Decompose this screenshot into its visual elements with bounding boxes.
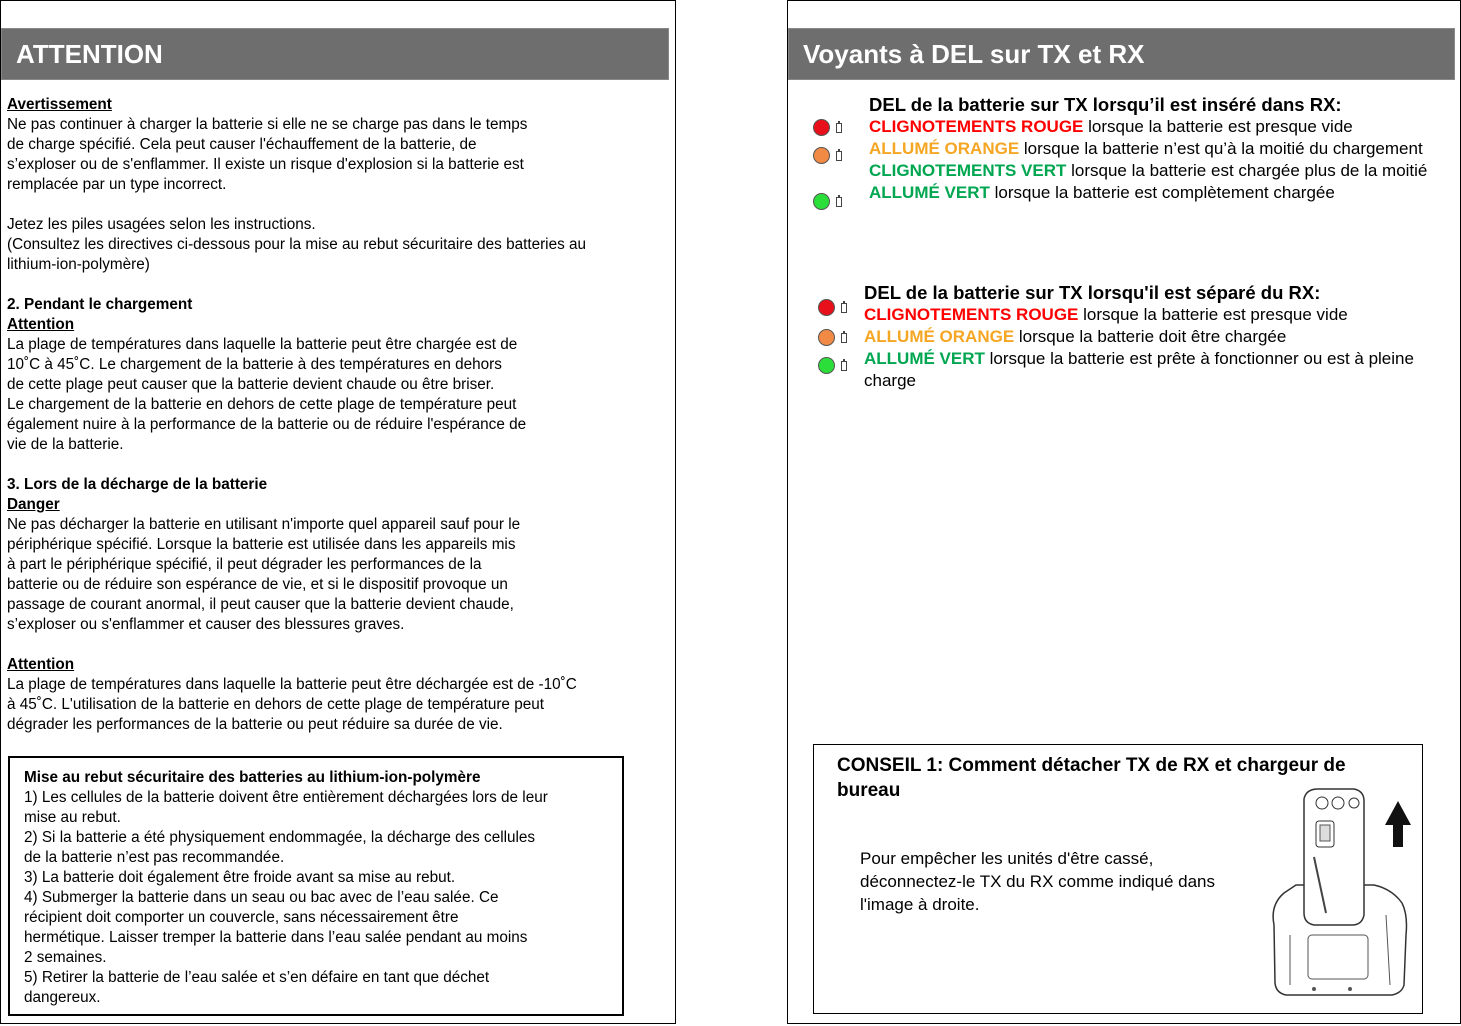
led-line — [869, 116, 1444, 138]
spacer — [7, 455, 672, 475]
disposal-box — [8, 756, 624, 1016]
led-line — [864, 348, 1439, 392]
led-desc: lorsque la batterie n’est qu’à la moitié du chargement — [1019, 139, 1423, 158]
led-state-label: ALLUMÉ ORANGE — [864, 327, 1015, 346]
battery-icon — [836, 151, 842, 161]
subheading: Danger — [7, 496, 60, 513]
red-led-icon — [813, 119, 830, 136]
led-line — [864, 326, 1439, 348]
tip-box — [813, 744, 1423, 1014]
paragraph: Jetez les piles usagées selon les instructions. (Consultez les directives ci-dessous pour la mise au rebut sécuritaire des batteries au lithium-ion-polymère) — [7, 216, 587, 273]
orange-led-icon — [818, 329, 835, 346]
battery-icon — [841, 303, 847, 313]
section-title: DEL de la batterie sur TX lorsqu'il est séparé du RX: — [864, 282, 1321, 303]
led-desc: lorsque la batterie est complètement chargée — [989, 183, 1335, 202]
led-state-label: CLIGNOTEMENTS ROUGE — [869, 117, 1084, 136]
battery-icon — [841, 361, 847, 371]
led-header: Voyants à DEL sur TX et RX — [788, 28, 1455, 80]
led-line — [869, 182, 1444, 204]
subheading: 3. Lors de la décharge de la batterie — [7, 476, 268, 493]
led-section-separated — [864, 282, 1439, 392]
led-state-label: CLIGNOTEMENTS ROUGE — [864, 305, 1079, 324]
battery-icon — [836, 197, 842, 207]
paragraph: La plage de températures dans laquelle la batterie peut être chargée est de 10˚C à 45˚C. Le chargement de la batterie à des températures en dehors de cette plage peut causer que la batterie devient chaude ou être briser. Le chargement de la batterie en dehors de cette plage de température peut également nuire à la performance de la batterie ou de réduire l'espérance de vie de la batterie. — [7, 336, 527, 453]
subheading: Avertissement — [7, 96, 112, 113]
led-line — [864, 304, 1439, 326]
subheading: 2. Pendant le chargement — [7, 296, 193, 313]
paragraph: Ne pas continuer à charger la batterie si elle ne se charge pas dans le temps de charge spécifié. Cela peut causer l'échauffement de la batterie, de s’exploser ou de s'enflammer. Il existe un risque d'explosion si la batterie est remplacée par un type incorrect. — [7, 116, 528, 193]
disposal-item: 1) Les cellules de la batterie doivent être entièrement déchargées lors de leur mise au rebut. — [24, 789, 548, 826]
led-state-label: ALLUMÉ VERT — [864, 349, 985, 368]
spacer — [7, 195, 672, 215]
led-state-label: ALLUMÉ VERT — [869, 183, 990, 202]
led-desc: lorsque la batterie doit être chargée — [1014, 327, 1287, 346]
tip-title: CONSEIL 1: Comment détacher TX de RX et chargeur de bureau — [837, 755, 1346, 801]
spacer — [7, 635, 672, 655]
spacer — [7, 275, 672, 295]
led-desc: lorsque la batterie est presque vide — [1078, 305, 1348, 324]
disposal-item: 3) La batterie doit également être froide avant sa mise au rebut. — [24, 869, 456, 886]
led-line — [869, 160, 1444, 182]
led-state-label: ALLUMÉ ORANGE — [869, 139, 1020, 158]
section-title: DEL de la batterie sur TX lorsqu’il est inséré dans RX: — [869, 94, 1342, 115]
orange-led-icon — [813, 147, 830, 164]
tip-body: Pour empêcher les unités d'être cassé, déconnectez-le TX du RX comme indiqué dans l'image à droite. — [860, 849, 1215, 914]
led-section-inserted — [869, 94, 1444, 204]
battery-icon — [841, 333, 847, 343]
led-desc: lorsque la batterie est prête à fonctionner ou est à pleine charge — [864, 349, 1414, 390]
disposal-item: 2) Si la batterie a été physiquement endommagée, la décharge des cellules de la batterie n’est pas recommandée. — [24, 829, 536, 866]
led-desc: lorsque la batterie est chargée plus de la moitié — [1066, 161, 1428, 180]
paragraph: Ne pas décharger la batterie en utilisant n'importe quel appareil sauf pour le périphérique spécifié. Lorsque la batterie est utilisée dans les appareils mis à part le périphérique spécifié, il peut dégrader les performances de la batterie ou de réduire son espérance de vie, et si le dispositif provoque un passage de courant anormal, il peut causer que la batterie devient chaude, s’exploser ou s'enflammer et causer des blessures graves. — [7, 516, 521, 633]
subheading: Attention — [7, 656, 75, 673]
warnings-text — [7, 95, 672, 735]
disposal-title: Mise au rebut sécuritaire des batteries au lithium-ion-polymère — [24, 769, 481, 786]
subheading: Attention — [7, 316, 75, 333]
disposal-item: 4) Submerger la batterie dans un seau ou bac avec de l’eau salée. Ce récipient doit comporter un couvercle, sans nécessairement être hermétique. Laisser tremper la batterie dans l’eau salée pendant au moins 2 semaines. — [24, 889, 528, 966]
red-led-icon — [818, 299, 835, 316]
led-line — [869, 138, 1444, 160]
attention-header: ATTENTION — [1, 28, 669, 80]
green-led-icon — [818, 357, 835, 374]
led-desc: lorsque la batterie est presque vide — [1083, 117, 1353, 136]
led-state-label: CLIGNOTEMENTS VERT — [869, 161, 1067, 180]
disposal-item: 5) Retirer la batterie de l’eau salée et s’en défaire en tant que déchet dangereux. — [24, 969, 490, 1006]
charger-illustration — [1266, 785, 1411, 1000]
green-led-icon — [813, 193, 830, 210]
battery-icon — [836, 123, 842, 133]
left-page — [0, 0, 676, 1024]
paragraph: La plage de températures dans laquelle la batterie peut être déchargée est de -10˚C à 45˚C. L'utilisation de la batterie en dehors de cette plage de température peut dégrader les performances de la batterie ou peut réduire sa durée de vie. — [7, 676, 577, 733]
